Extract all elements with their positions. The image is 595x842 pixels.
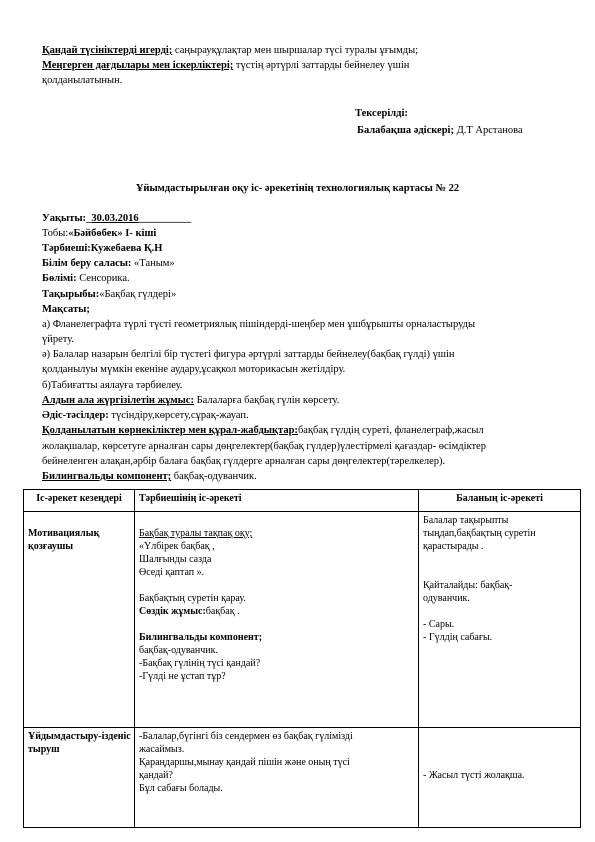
stage-name-cont: тыруш xyxy=(28,744,60,755)
bilingual-line xyxy=(42,470,257,483)
header-child: Баланың іс-әрекеті xyxy=(419,490,581,512)
table-header-row xyxy=(24,490,581,512)
date-line xyxy=(42,212,191,225)
section-line xyxy=(42,272,130,285)
poem-line: «Үлбірек бақбақ , xyxy=(139,541,215,552)
child-cell xyxy=(419,512,581,728)
area-value: «Таным» xyxy=(131,258,175,269)
bilingual-value: бақбақ-одуванчик. xyxy=(171,471,257,482)
teacher-value: Кужебаева Қ.Н xyxy=(90,243,163,254)
teacher-cell xyxy=(135,512,419,728)
child-action: одуванчик. xyxy=(423,593,470,604)
group-line xyxy=(42,227,156,240)
area-line xyxy=(42,257,175,270)
teacher-question: -Бақбақ гүлінің түсі қандай? xyxy=(139,658,261,669)
teacher-step: Қараңдаршы,мынау қандай пішін және оның түсі xyxy=(139,757,350,768)
checked-by-line xyxy=(357,124,523,137)
materials-line-3: бейнеленген алақан,әрбір балаға бақбақ гүлдерге арналған сары дөңгелектер(тәрелкелер). xyxy=(42,456,446,467)
methodist-label: Балабақша әдіскері; xyxy=(357,125,454,136)
teacher-step: қандай? xyxy=(139,770,173,781)
stage-name: Мотивациялық xyxy=(28,528,100,539)
child-answer: - Жасыл түсті жолақша. xyxy=(423,770,525,781)
goal-2b: қолданылуы мүмкін екеніне аудару,ұсақкол моторикасын жетілдіру. xyxy=(42,364,346,375)
child-cell xyxy=(419,728,581,828)
bilingual-word: бақбақ-одуванчик. xyxy=(139,645,219,656)
understanding-line xyxy=(42,44,418,57)
child-answer: - Сары. xyxy=(423,619,455,630)
teacher-line xyxy=(42,242,162,255)
header-stages: Іс-әрекет кезеңдері xyxy=(24,490,135,512)
section-label: Бөлімі: xyxy=(42,273,77,284)
prelim-line xyxy=(42,394,339,407)
poem-line: Шалғынды сазда xyxy=(139,554,212,565)
methods-value: түсіндіру,көрсету,сұрақ-жауап. xyxy=(108,410,249,421)
materials-line xyxy=(42,424,484,437)
topic-label: Тақырыбы: xyxy=(42,289,100,300)
child-answer: - Гүлдің сабағы. xyxy=(423,632,493,643)
section-value: Сенсорика. xyxy=(76,273,130,284)
page-title: Ұйымдастырылған оқу іс- әрекетінің технологиялық картасы № 22 xyxy=(135,183,460,194)
vocab-line xyxy=(139,605,414,618)
goals-label: Мақсаты; xyxy=(42,304,90,315)
understanding-text: саңырауқұлақтар мен шыршалар түсі туралы ұғымды; xyxy=(172,45,419,56)
date-value: 30.03.2016 xyxy=(91,213,139,224)
methodist-name: Д.Т Арстанова xyxy=(453,125,523,136)
date-fill: __________ xyxy=(138,213,192,224)
bilingual-heading: Билингвальды компонент; xyxy=(139,632,263,643)
skills-text: түстің әртүрлі заттарды бейнелеу үшін xyxy=(233,60,410,71)
child-action: Қайталайды: бақбақ- xyxy=(423,580,513,591)
teacher-step: Бақбақтың суретін қарау. xyxy=(139,593,246,604)
methods-label: Әдіс-тәсілдер: xyxy=(42,410,109,421)
child-action: Балалар тақырыпты xyxy=(423,515,509,526)
goal-2a: ә) Балалар назарын белгілі бір түстегі фигура әртүрлі заттарды бейнелеу(бақбақ гүлді) үшін xyxy=(42,349,455,360)
skills-line xyxy=(42,59,409,72)
child-action: тыңдап,бақбақтың суретін xyxy=(423,528,536,539)
table-row xyxy=(24,728,581,828)
stage-name-cont: қозғаушы xyxy=(28,541,74,552)
teacher-step: -Балалар,бүгінгі біз сендермен өз бақбақ гүлімізді xyxy=(139,731,353,742)
table-row xyxy=(24,512,581,728)
teacher-question: -Гүлді не ұстап тұр? xyxy=(139,671,226,682)
header-teacher: Тәрбиешінің іс-әрекеті xyxy=(135,490,419,512)
prelim-label: Алдын ала жүргізілетін жұмыс: xyxy=(42,395,194,406)
activity-table xyxy=(23,489,581,828)
goal-1b: үйрету. xyxy=(42,334,75,345)
prelim-value: Балаларға бақбақ гүлін көрсету. xyxy=(193,395,340,406)
group-label: Тобы: xyxy=(42,228,69,239)
topic-value: «Бақбақ гүлдері» xyxy=(99,289,177,300)
teacher-step: Бұл сабағы болады. xyxy=(139,783,223,794)
vocab-label: Сөздік жұмыс: xyxy=(139,606,206,617)
checked-label: Тексерілді: xyxy=(355,108,408,119)
goal-1a: а) Фланелеграфта түрлі түсті геометриялық пішіндерді-шеңбер мен ұшбұрышты орналастыруды xyxy=(42,319,476,330)
teacher-step: жасаймыз. xyxy=(139,744,185,755)
topic-line xyxy=(42,288,176,301)
materials-line-2: жолақшалар, көрсетуге арналған сары дөңгелектер(бақбақ гүлдер)үлестірмелі қағаздар- өсімдіктер xyxy=(42,441,486,452)
skills-label: Меңгерген дағдылары мен іскерліктері; xyxy=(42,60,234,71)
teacher-step: Бақбақ туралы тақпақ оқу; xyxy=(139,528,253,539)
group-value: «Бәйбөбек» I- кіші xyxy=(68,228,157,239)
goal-3: б)Табиғатты аялауға тәрбиелеу. xyxy=(42,380,183,391)
date-label: Уақыты:_ xyxy=(42,213,92,224)
bilingual-label: Билингвальды компонент; xyxy=(42,471,172,482)
poem-line: Өседі қаптап ». xyxy=(139,567,205,578)
materials-value: бақбақ гүлдің суреті, фланелеграф,жасыл xyxy=(297,425,484,436)
stage-cell xyxy=(24,728,135,828)
area-label: Білім беру саласы: xyxy=(42,258,132,269)
understanding-label: Қандай түсініктерді игерді; xyxy=(42,45,173,56)
skills-line-cont: қолданылатынын. xyxy=(42,75,123,86)
methods-line xyxy=(42,409,249,422)
child-action: қарастырады . xyxy=(423,541,484,552)
materials-label: Қолданылатын көрнекіліктер мен құрал-жабдықтар: xyxy=(42,425,298,436)
teacher-cell xyxy=(135,728,419,828)
stage-cell xyxy=(24,512,135,728)
stage-name: Ұйдымдастыру-ізденіс xyxy=(28,731,131,742)
vocab-value: бақбақ . xyxy=(205,606,240,617)
teacher-label: Тәрбиеші: xyxy=(42,243,91,254)
